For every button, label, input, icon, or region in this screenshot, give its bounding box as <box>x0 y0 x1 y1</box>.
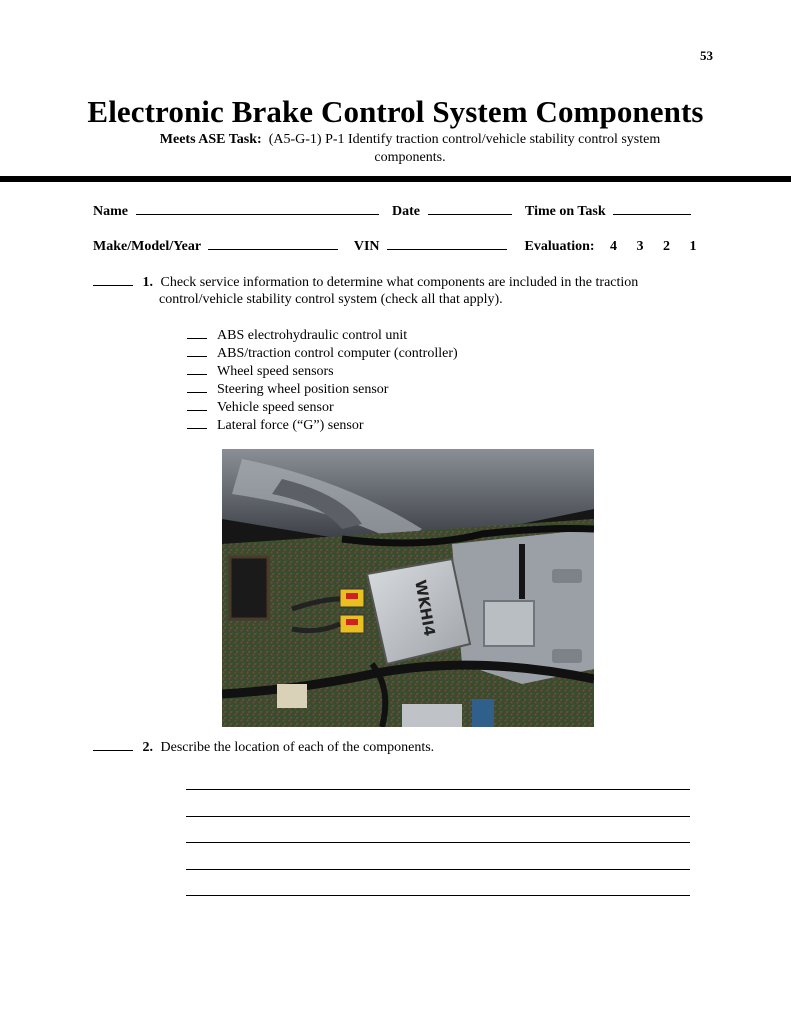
vehicle-row <box>93 237 697 255</box>
checklist-item-label: Wheel speed sensors <box>217 364 334 379</box>
ase-task-text-line2: components. <box>374 150 446 165</box>
checklist-blank[interactable] <box>187 398 207 411</box>
component-photo-illustration <box>222 449 594 727</box>
page-number: 53 <box>700 48 713 63</box>
page-title: Electronic Brake Control System Components <box>87 94 704 129</box>
checklist-item-label: Vehicle speed sensor <box>217 400 334 415</box>
checklist-blank[interactable] <box>187 416 207 429</box>
module-label: WKHI4 <box>411 578 439 638</box>
question-2-number: 2. <box>142 740 153 755</box>
vin-label: VIN <box>353 239 380 254</box>
component-photo <box>222 449 594 727</box>
checklist-item[interactable] <box>187 344 458 362</box>
answer-line[interactable] <box>186 816 690 817</box>
checklist-item-label: Steering wheel position sensor <box>217 382 389 397</box>
name-label: Name <box>93 204 128 219</box>
checklist-blank[interactable] <box>187 326 207 339</box>
evaluation-score-3[interactable]: 3 <box>636 239 644 254</box>
vin-field[interactable] <box>387 237 507 250</box>
checklist-item-label: Lateral force (“G”) sensor <box>217 418 364 433</box>
checklist-blank[interactable] <box>187 362 207 375</box>
question-1-check-blank[interactable] <box>93 273 133 286</box>
question-1-number: 1. <box>142 275 153 290</box>
ase-task <box>110 131 710 167</box>
question-1-text-line2: control/vehicle stability control system (check all that apply). <box>159 292 503 307</box>
answer-line[interactable] <box>186 789 690 790</box>
checklist-blank[interactable] <box>187 344 207 357</box>
question-1-text-line1: Check service information to determine what components are included in the traction <box>160 275 639 290</box>
evaluation-score-4[interactable]: 4 <box>610 239 618 254</box>
question-2-text: Describe the location of each of the components. <box>160 740 435 755</box>
checklist-item-label: ABS/traction control computer (controller) <box>217 346 458 361</box>
evaluation-label: Evaluation: <box>524 239 595 254</box>
make-model-year-label: Make/Model/Year <box>93 239 201 254</box>
checklist-item[interactable] <box>187 416 364 434</box>
name-row <box>93 202 691 220</box>
checklist-item[interactable] <box>187 326 407 344</box>
ase-task-label: Meets ASE Task: <box>159 132 262 147</box>
evaluation-score-1[interactable]: 1 <box>689 239 697 254</box>
question-2 <box>93 738 713 757</box>
header-divider <box>0 176 791 182</box>
time-on-task-field[interactable] <box>613 202 691 215</box>
question-2-check-blank[interactable] <box>93 738 133 751</box>
answer-line[interactable] <box>186 895 690 896</box>
date-label: Date <box>392 204 420 219</box>
time-on-task-label: Time on Task <box>525 204 606 219</box>
checklist-item[interactable] <box>187 398 334 416</box>
ase-task-text-line1: (A5-G-1) P-1 Identify traction control/vehicle stability control system <box>268 132 661 147</box>
make-model-year-field[interactable] <box>208 237 338 250</box>
date-field[interactable] <box>428 202 512 215</box>
checklist-blank[interactable] <box>187 380 207 393</box>
answer-line[interactable] <box>186 842 690 843</box>
evaluation-score-2[interactable]: 2 <box>663 239 671 254</box>
checklist-item-label: ABS electrohydraulic control unit <box>217 328 408 343</box>
name-field[interactable] <box>136 202 379 215</box>
question-1 <box>93 273 713 292</box>
checklist-item[interactable] <box>187 380 388 398</box>
checklist-item[interactable] <box>187 362 334 380</box>
answer-line[interactable] <box>186 869 690 870</box>
